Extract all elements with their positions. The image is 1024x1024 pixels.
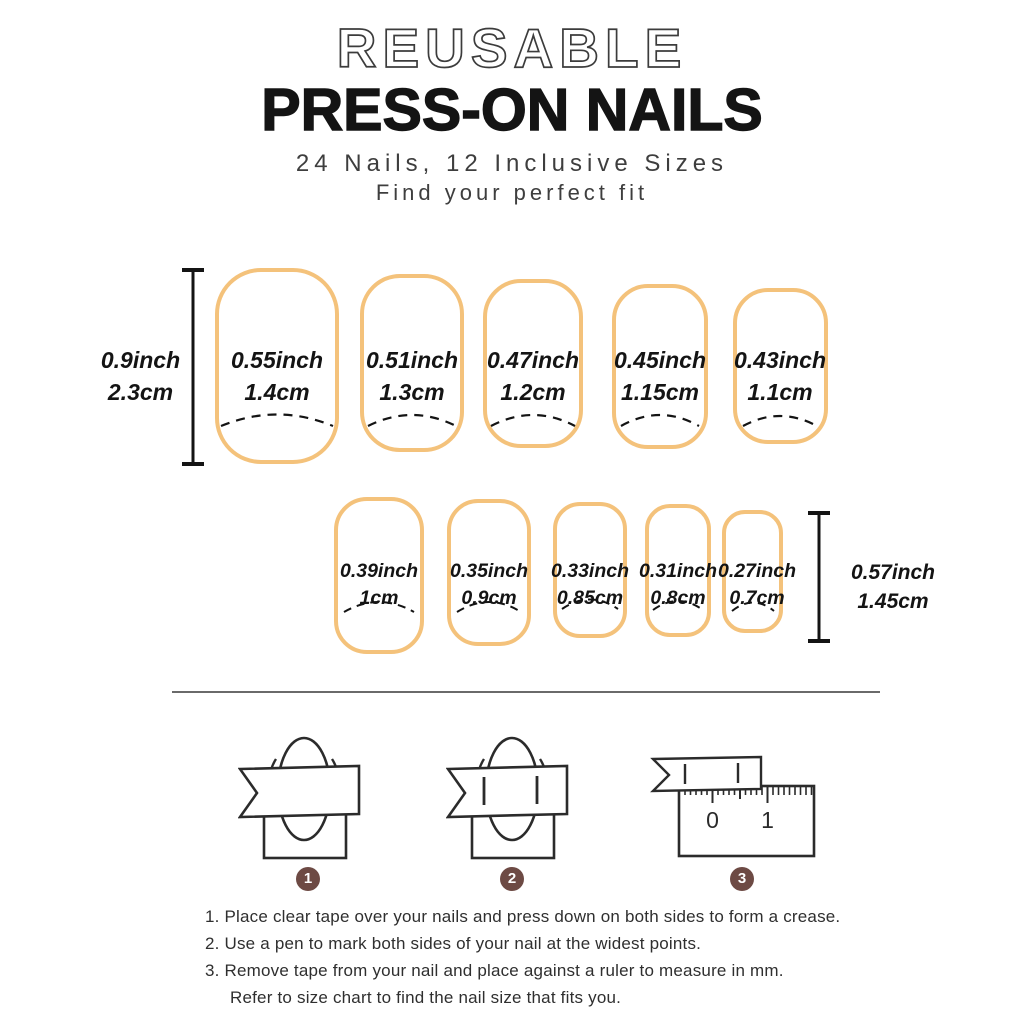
length-inch: 0.57inch: [850, 561, 936, 584]
size-cm: 1.2cm: [500, 379, 566, 405]
size-inch: 0.31inch: [638, 560, 718, 582]
section-divider: [172, 691, 880, 693]
size-inch: 0.39inch: [339, 560, 419, 582]
smile-line-icon: [739, 404, 821, 432]
length-inch: 0.9inch: [100, 347, 181, 373]
length-cm: 1.45cm: [857, 590, 929, 613]
smile-line-icon: [364, 402, 460, 432]
instruction-step-3-cont: Refer to size chart to find the nail size that fits you.: [230, 988, 622, 1007]
smile-line-icon: [649, 590, 707, 615]
size-inch: 0.47inch: [486, 347, 580, 373]
measure-bar-cap: [808, 639, 830, 643]
size-inch: 0.55inch: [230, 347, 324, 373]
title-outline: REUSABLE: [336, 17, 688, 79]
size-inch: 0.51inch: [365, 347, 459, 373]
instruction-step-1: 1. Place clear tape over your nails and press down on both sides to form a crease.: [205, 907, 841, 926]
smile-line-icon: [558, 588, 622, 614]
size-inch: 0.45inch: [613, 347, 707, 373]
finger-marked-icon: [446, 733, 576, 863]
subtitle-tagline: Find your perfect fit: [375, 180, 649, 205]
size-cm: 0.8cm: [650, 587, 706, 609]
size-cm: 0.85cm: [556, 587, 624, 609]
row1-length-label: [88, 344, 193, 408]
step-badge-1: 1: [296, 867, 320, 891]
ruler-icon: [645, 753, 820, 863]
ruler-zero-label: 0: [706, 807, 719, 833]
ruler-one-label: 1: [761, 807, 774, 833]
smile-line-icon: [487, 402, 579, 432]
size-cm: 1cm: [359, 587, 399, 609]
step-badge-3: 3: [730, 867, 754, 891]
row2-length-label: [838, 558, 948, 616]
subtitle-count: 24 Nails, 12 Inclusive Sizes: [295, 150, 729, 177]
smile-line-icon: [217, 402, 337, 432]
instruction-step-3: 3. Remove tape from your nail and place against a ruler to measure in mm.: [205, 961, 784, 980]
size-cm: 1.4cm: [244, 379, 310, 405]
nail-size-label: [468, 344, 598, 408]
instructions-list: [205, 903, 905, 1011]
step-badge-2: 2: [500, 867, 524, 891]
nail-size-label: [595, 344, 725, 408]
smile-line-icon: [617, 402, 703, 432]
size-cm: 0.9cm: [461, 587, 517, 609]
smile-line-icon: [453, 590, 525, 617]
size-inch: 0.33inch: [550, 560, 630, 582]
size-cm: 1.1cm: [747, 379, 813, 405]
nail-size-label: [347, 344, 477, 408]
nail-size-label: [212, 344, 342, 408]
size-cm: 1.3cm: [379, 379, 445, 405]
size-cm: 1.15cm: [620, 379, 699, 405]
row2-measure-bar: [808, 511, 830, 643]
measure-bar-cap: [182, 462, 204, 466]
size-inch: 0.27inch: [717, 560, 797, 582]
measure-bar-line: [818, 513, 821, 641]
size-cm: 0.7cm: [729, 587, 785, 609]
size-inch: 0.35inch: [449, 560, 529, 582]
instruction-step-2: 2. Use a pen to mark both sides of your nail at the widest points.: [205, 934, 702, 953]
length-cm: 2.3cm: [107, 379, 174, 405]
finger-tape-icon: [238, 733, 368, 863]
page-title: PRESS-ON NAILS: [261, 77, 763, 143]
size-inch: 0.43inch: [733, 347, 827, 373]
smile-line-icon: [340, 590, 418, 617]
nail-size-label: [715, 344, 845, 408]
smile-line-icon: [728, 592, 778, 616]
